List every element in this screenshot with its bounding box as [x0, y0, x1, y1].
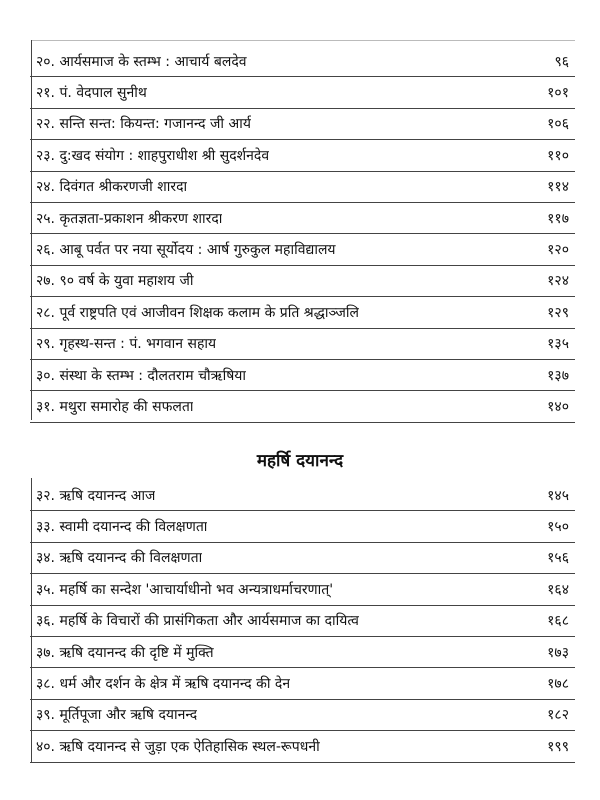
toc-entry-page: १४०	[547, 398, 569, 415]
toc-entry-33	[30, 511, 575, 542]
section-heading: महर्षि दयानन्द	[256, 451, 344, 471]
toc-entry-title: ३६. महर्षि के विचारों की प्रासंगिकता और आर्यसमाज का दायित्व	[36, 613, 359, 630]
toc-entry-22	[30, 109, 575, 140]
toc-entry-32	[30, 480, 575, 511]
toc-entry-39	[30, 700, 575, 731]
toc-entry-24	[30, 172, 575, 203]
toc-entry-31	[30, 391, 575, 422]
toc-entry-38	[30, 668, 575, 699]
toc-entry-page: १९९	[547, 738, 569, 755]
toc-entry-title: ३०. संस्था के स्तम्भ : दौलतराम चौऋषिया	[36, 367, 247, 384]
toc-entry-page: १०६	[547, 116, 569, 133]
toc-entry-page: १२९	[547, 304, 569, 321]
toc-entry-27	[30, 266, 575, 297]
toc-entry-title: २९. गृहस्थ-सन्त : पं. भगवान सहाय	[36, 336, 217, 353]
toc-entry-21	[30, 77, 575, 108]
toc-entry-page: ९६	[554, 53, 569, 70]
toc-entry-page: १२४	[547, 273, 569, 290]
toc-entry-23	[30, 140, 575, 171]
toc-entry-page: १४५	[547, 487, 569, 504]
toc-entry-title: ३२. ऋषि दयानन्द आज	[36, 487, 156, 504]
toc-entry-20	[30, 46, 575, 77]
toc-entry-page: १३७	[547, 367, 569, 384]
toc-entry-title: ३१. मथुरा समारोह की सफलता	[36, 398, 194, 415]
toc-entry-page: १५६	[547, 550, 569, 567]
toc-entry-title: २२. सन्ति सन्त: कियन्त: गजानन्द जी आर्य	[36, 116, 251, 133]
toc-entry-page: १७३	[547, 644, 569, 661]
toc-entry-37	[30, 637, 575, 668]
toc-entry-page: ११४	[547, 179, 569, 196]
toc-entry-25	[30, 203, 575, 234]
top-rule	[31, 40, 575, 41]
toc-entry-title: ३५. महर्षि का सन्देश 'आचार्याधीनो भव अन्यत्राधर्माचरणात्'	[36, 581, 334, 598]
toc-entry-title: ४०. ऋषि दयानन्द से जुड़ा एक ऐतिहासिक स्थल-रूपधनी	[36, 738, 320, 755]
toc-entry-34	[30, 543, 575, 574]
toc-entry-35	[30, 574, 575, 605]
toc-entry-page: १३५	[547, 336, 569, 353]
toc-entry-40	[30, 731, 575, 762]
toc-entry-title: ३८. धर्म और दर्शन के क्षेत्र में ऋषि दयानन्द की देन	[36, 676, 291, 693]
toc-entry-title: २०. आर्यसमाज के स्तम्भ : आचार्य बलदेव	[36, 53, 247, 70]
toc-entry-page: १२०	[547, 242, 569, 259]
toc-entry-title: २४. दिवंगत श्रीकरणजी शारदा	[36, 179, 188, 196]
toc-entry-title: २८. पूर्व राष्ट्रपति एवं आजीवन शिक्षक कलाम के प्रति श्रद्धाञ्जलि	[36, 304, 360, 321]
toc-section-one	[30, 46, 575, 423]
toc-entry-page: १०१	[547, 85, 569, 102]
toc-entry-title: ३४. ऋषि दयानन्द की विलक्षणता	[36, 550, 203, 567]
toc-entry-title: २७. ९० वर्ष के युवा महाशय जी	[36, 273, 194, 290]
toc-entry-29	[30, 329, 575, 360]
toc-entry-page: १६४	[547, 581, 569, 598]
toc-entry-title: २५. कृतज्ञता-प्रकाशन श्रीकरण शारदा	[36, 210, 223, 227]
toc-entry-page: १६८	[547, 613, 569, 630]
toc-entry-title: २६. आबू पर्वत पर नया सूर्योदय : आर्ष गुरुकुल महाविद्यालय	[36, 242, 336, 259]
toc-entry-title: ३९. मूर्तिपूजा और ऋषि दयानन्द	[36, 707, 198, 724]
toc-entry-26	[30, 234, 575, 265]
toc-entry-title: २३. दु:खद संयोग : शाहपुराधीश श्री सुदर्शनदेव	[36, 147, 270, 164]
toc-entry-page: १५०	[547, 519, 569, 536]
toc-entry-page: १७८	[547, 676, 569, 693]
toc-section-two	[30, 480, 575, 763]
toc-entry-title: २१. पं. वेदपाल सुनीथ	[36, 85, 147, 102]
toc-entry-28	[30, 297, 575, 328]
toc-entry-36	[30, 606, 575, 637]
toc-entry-page: ११०	[547, 147, 569, 164]
toc-entry-title: ३७. ऋषि दयानन्द की दृष्टि में मुक्ति	[36, 644, 214, 661]
toc-entry-title: ३३. स्वामी दयानन्द की विलक्षणता	[36, 519, 208, 536]
toc-entry-page: ११७	[547, 210, 569, 227]
toc-entry-page: १८२	[547, 707, 569, 724]
toc-entry-30	[30, 360, 575, 391]
